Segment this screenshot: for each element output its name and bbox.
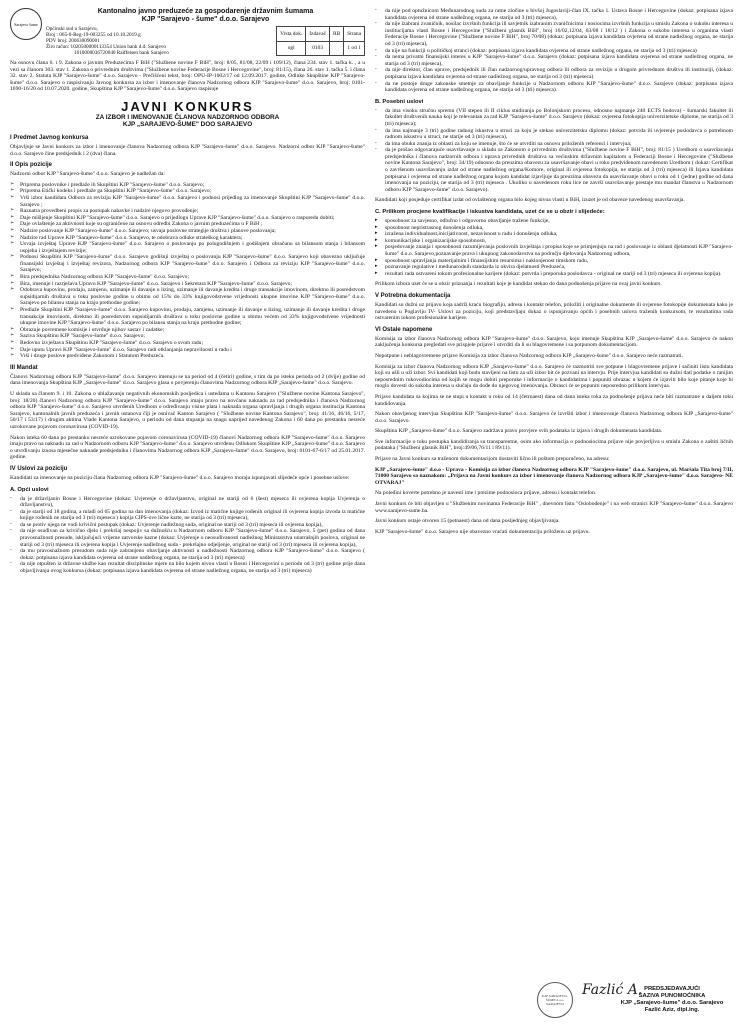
evaluation-item: ▸ posjedovanje znanja i sposobnosti razumijevanja poslovnih izvještaja i propisa koje se primjenjuju na rad i poslovanje iz oblasti djelatnosti KJP "Sarajevo-šume" d.o.o. Sarajevo,poznavanje prava i ukupnog zakonodavstva na području djelovanja Nadzornog odbora, bbox=[375, 244, 733, 257]
signature-subtitle: SAZIVA PUNOMOĆNIKA bbox=[638, 993, 706, 999]
signature-block bbox=[542, 982, 732, 1014]
note-paragraph: Komisija za izbor članova Nadzornog odbora KJP „Sarajevo-šume" d.o.o. Sarajevo će razmotriti sve potpune i blagovremene prijave i sačiniti listu kandidata koji su ušli u uži izbor. Svi kandidati koji budu stavljeni na listu za uži izbor bit će pozvani na intervju. Prije intervjua kandidati su dužni dati podatke o ranijim neposrednim rukovodiocima od kojih se mogu dobiti preporuke i informacije o kandidatima i popuniti obrazac u kojem će izjaviti bilo koje pitanje koje bi moglo dovesti do sukoba interesa u slučaju da dođe do njegovog imenovanja. Obrasci će se popuniti neposredno prilikom intervjua. bbox=[375, 363, 733, 390]
page-title: JAVNI KONKURS bbox=[121, 98, 254, 114]
duty-item: ➢ Vrši i druge poslove predviđene Zakonom i Statutom Preduzeća. bbox=[10, 353, 365, 360]
duty-item: ➢ Usvaja izvještaj Uprave KJP "Sarajevo-šume" d.o.o. Sarajevo o poslovanju po polugodišnjem i godišnjem obračunu sa bilansom stanja i bilansom uspjeha i izvještajem revizije; bbox=[10, 241, 365, 254]
evaluation-list bbox=[375, 218, 733, 277]
closing-paragraph: Na poleđini koverte potrebno je navesti ime i prezime podnosioca prijave, adresu i kontakt telefon. bbox=[375, 490, 597, 497]
signatory-name: Fazlić Aziz, dipl.ing. bbox=[644, 1007, 700, 1013]
stamp-text: KJP SARAJEVO-ŠUME d.o.o. SARAJEVO bbox=[542, 994, 568, 1006]
condition-item: - da ima visoku stručnu spremu (VII stepen ili II ciklus studiranja po Bolonjskom procesu, odnosno najmanje 240 ECTS bodova) - šumarski fakultet ili fakultet društvenih nauka koji je relevantan za rad KJP "Sarajevo-šume" d.o.o. Sarajevo (dokaz: ovjerena fotokopija univerzitetske diplome, ne starija od 3 (tri) mjeseca); bbox=[375, 108, 733, 128]
condition-item: - da ima najmanje 3 (tri) godine radnog iskustva u struci za koju je stekao univerzitetsku diplomu (dokaz: potvrda ili uvjerenje poslodavca o potrebnom radnom iskustvu u struci, ne starije od 3 (tri) mjeseca), bbox=[375, 128, 733, 141]
duty-item: ➢ Daje uputu Upravi KJP "Sarajevo-šume" d.o.o. Sarajevo radi otklanjanja nepravilnosti u radu i bbox=[10, 347, 365, 354]
condition-item: - da nije na funkciji u političkoj stranci (dokaz: potpisana izjava kandidata ovjerena od strane nadležnog organa, ne starija od 3 (tri) mjeseca) bbox=[375, 48, 733, 55]
subsection-note: Prilikom izbora uzet će se u obzir priznanja i rezultati koje je kandidat stekao do dana podnošenja prijave na ovaj javni konkurs. bbox=[375, 281, 662, 288]
subtitle-line1: ZA IZBOR I IMENOVANJE ČLANOVA NADZORNOG ODBORA bbox=[95, 113, 280, 121]
duty-item: ➢ Daje ovlaštenje za aktivnosti koje su ograničene na osnovu odredbi Zakona o javnim preduzećima u F BiH ; bbox=[10, 221, 365, 228]
duty-item: ➢ Redovno izvještava Skupštinu KJP "Sarajevo-šume" d.o.o. Sarajevo o svom radu; bbox=[10, 340, 365, 347]
evaluation-item: ▸ sposobnost upravljanja materijalnim i finansijskim resursima i naklonjenost timskom radu, bbox=[375, 258, 733, 265]
section-title: V Potrebna dokumentacija bbox=[375, 292, 451, 299]
meta-header: Izdavač bbox=[306, 27, 330, 42]
condition-item: - da je prošao odgovarajuće usavršavanje u skladu sa Zakonom o privrednim društvima ("Službene novine F BiH", broj: 81/15 ) Uredbom o usavršavanju predsjednika i članova nadzornih odbora i uprava privrednih društava sa većinskim državnim kapitalom u Federaciji Bosne i Hercegovine ("Službene novine Kantona Sarajevo", broj: 34/19) odnosno da preuzima obavezu za usavršavanje obavi u roku predviđenom navedenom Uredbom ( dokaz: Certifikat o završenom usavršavanju izdat od strane nadležnog organa/Komore, original ili ovjerena fotokopija, ne starija od 3 (tri) mjeseca) ili Izjava kandidata potpisana i ovjerena od strane nadležnog organa kojom kandidat izjavljuje da preuzima obavezu da usavršavanje obavi u roku od 1 (jedne) godine od dana imenovanja na poziciju, ne starija od 3 (tri) mjeseca . Ukoliko u navedenom roku lice ne završi usavršavanje prestaje mu mandat članstva u Nadzornom odboru KJP "Sarajevo-šume" d.o.o. Sarajevo). bbox=[375, 147, 733, 193]
evaluation-item: ▸ sposobnost nepristrasnog donošenja odluka, bbox=[375, 225, 733, 232]
section-title: VI Ostale napomene bbox=[375, 326, 433, 333]
signature-company: KJP „Sarajevo-šume" d.o.o. Sarajevo bbox=[620, 1000, 724, 1006]
closing-paragraph: Javni konkurs će biti objavljen u "Službenim novinama Federacije BiH" , dnevnom listu "Oslobođenje" i na web stranici KJP "Sarajevo-šume" d.o.o. Sarajevo www.sarajevo-sume.ba. bbox=[375, 501, 733, 514]
meta-header: Strana bbox=[344, 27, 365, 42]
special-conditions-list bbox=[375, 108, 733, 194]
section-text: Članovi Nadzornog odbora KJP "Sarajevo-šume" d.o.o. Sarajevo imenuju se na period od 4 (četiri) godine, s tim da po isteku perioda od 2 (dvije) godine od dana imenovanja Skupština KJP „Sarajevo-šume" d.o.o. Sarajevo glasa o povjerenju članovima Nadzornog odbora KJP „Sarajevo-šume" d.o.o. Sarajevo. bbox=[10, 373, 365, 387]
note-paragraph: Nepotpune i neblagovremene prijave Komisija za izbor članova Nadzornog odbora KJP „Sarajevo-šume" d.o.o. Sarajevo neće razmatrati. bbox=[375, 352, 683, 359]
meta-value: 1 od 1 bbox=[344, 41, 365, 56]
evaluation-item: ▸ sposobnost za savjesno, odlučno i odgovorno obavljanje traženе funkcije, bbox=[375, 218, 733, 225]
section-text: Nakon isteka 60 dana po prestanku nesreće uzrokovane pojavom coronavirusa (COVID-19) članovi Nadzornog odbora KJP "Sarajevo-šume" d.o.o. Sarajevo imaju pravo na naknadu za rad u Nadzornom odboru KJP "Sarajevo-šume" d.o.o. Sarajevo utvrđenu Odlukom Skupštine KJP „Sarajevo-šume" d.o.o. Sarajevo o utvrđivanju iznosa mjesečne naknade predsjedniku i članovima Nadzornog odbora KJP „Sarajevo-šume" d.o.o. Sarajevo, broj: 0101-67-6/17 od 25.01.2017. godine. bbox=[10, 434, 365, 461]
section-text: U skladu sa članom 9. i 10. Zakona o ublažavanju negativnih ekonomskih posljedica i usteđama u Kantonu Sarajevo ("Službene novine Kantona Sarajevo", broj: 18/20) članovi Nadzornog odbora KJP "Sarajevo-šume" d.o.o. Sarajevo imaju pravo na novčanu naknadu za rad predsjednika i članova Nadzornog odbora KJP "Sarajevo-šume" d.o.o. Sarajevo utvrđenih Uredbom o određivanju visine plata i naknada organa upravljanja i drugih organa institucija Kantona Sarajevo, kantonalnih javnih preduzeća i javnih ustanova čiji je osnivač Kanton Sarajevo ( "Službene novine Kantona Sarajevo", broj: 41/16, 46/16, 5/17, 50/17 i 53/17) i drugim aktima Vlade Kantona Sarajevo, u periodu od dana stupanja na snagu naprijed navedenog Zakona i 60 dana po prestanku nesreće uzrokovane pojavom coronavirusa (COVID-19). bbox=[10, 390, 365, 430]
duties-list bbox=[10, 182, 365, 360]
condition-item: - da nije pod optužnicom Međunarodnog suda za ratne zločine u bivšoj Jugoslaviji-član IX. tačka 1. Ustava Bosne i Hercegovine (dokaz: potpisana izjava kandidata ovjerena od strane nadležnog organa, ne starija od 3 (tri) mjeseca), bbox=[375, 8, 733, 21]
document-meta-table bbox=[276, 26, 365, 56]
note-paragraph: Prijave na Javni konkurs sa traženom dokumentacijom dostaviti lično ili poštom preporučeno, na adresu: bbox=[375, 456, 610, 463]
header-court: Općinski sud u Sarajevu, bbox=[46, 26, 98, 32]
section-title: II Opis pozicije bbox=[10, 162, 53, 169]
evaluation-item: ▸ komunikacijske i organizacijske sposobnosti, bbox=[375, 238, 733, 245]
header bbox=[10, 8, 365, 56]
condition-item: - da je stariji od 18 godina, a mlađi od 65 godina na dan imenovanja (dokaz: Izvod iz matične knjige rođenih original ili ovjerena kopija izvoda iz matične knjige rođenih ne starija od 3 (tri) mjeseca ) kopija CIPS-ove lične karte, ne starija od 3 (tri) mjeseca), bbox=[10, 509, 365, 522]
condition-item: - da nije osuđivan za krivično djelo i prekršaj nespojiv sa dužnošću u Nadzornom odboru KJP "Sarajevo-šume" d.o.o. Sarajevo, 5 (pet) godina od dana pravosnažnosti presude, isključujući vrijeme zatvorske kazne (dokaz: Uvjerenje o neosuđivanosti nadležnog Ministarstva unutrašnjih poslova, original ne stariji od 3 (tri) mjeseca ili ovjerena kopija i Uvjerenje nadležnog suda - prekršajno odjeljenje, original ne stariji od 3 (tri) mjeseca ili ovjerena kopija), bbox=[10, 528, 365, 548]
company-logo-icon bbox=[10, 8, 42, 40]
condition-item: - da je državljanin Bosne i Hercegovine (dokaz: Uvjerenje o državljanstvu, original ne stariji od 6 (šest) mjeseca ili ovjerena kopija Uvjerenja o državljanstvu), bbox=[10, 496, 365, 509]
header-bank2: 1610000036720040 Raiffeisen bank Sarajevo bbox=[74, 50, 169, 56]
duty-item: ➢ Daje mišljenje Skupštini KJP "Sarajevo-šume" d.o.o. Sarajevo o prijedlogu Uprave KJP "Sarajevo-šume" d.o.o. Sarajevo o rasporedu dobiti; bbox=[10, 215, 365, 222]
section-text: Kandidati su dužni uz prijavu koja sadrži kraću biografiju, adresu i kontakt telefon, priložiti i originalne dokumente ili ovjerene fotokopije dokumenata kako je navedeno u Poglavlju IV- Uslovi za poziciju, koji predstavljaju dokaz o ispunjavanju općih i posebnih uslova traženih konkursom, te rezultatima rada ostvarenim tokom profesionalne karijere. bbox=[375, 301, 733, 322]
duty-item: ➢ Podnosi Skupštini KJP "Sarajevo-šume" d.o.o. Sarajevo godišnji izvještaj o poslovanju KJP "Sarajevo-šume" d.o.o. Sarajevo koji obavezno uključuje finansijski izvještaj i izvještaj revizora, Nadzornog odbora KJP "Sarajevo-šume" d.o.o. Sarajevo i Odbora za reviziju KJP "Sarajevo-šume" d.o.o. Sarajevo; bbox=[10, 254, 365, 274]
section-title: III Mandat bbox=[10, 364, 38, 371]
duty-item: ➢ Priprema poslovnike i predlaže ih Skupštini KJP "Sarajevo-šume" d.o.o. Sarajevo; bbox=[10, 182, 365, 189]
meta-value: 0103 bbox=[306, 41, 330, 56]
section-text: Objavljuje se Javni konkurs za izbor i imenovanje članova Nadzornog odbora KJP "Sarajevo-šume" d.o.o. Sarajevo. Nadzorni odbor KJP "Sarajevo-šume" d.o.o. Sarajevo čine predsjednik i 2 (dva) člana. bbox=[10, 143, 365, 157]
section-title: IV Uslovi za poziciju bbox=[10, 465, 68, 472]
duty-item: ➢ Obrazuje povremene komisije i utvrđuje njihov sastav i zadatke; bbox=[10, 327, 365, 334]
header-company: KJP "Sarajevo - šume" d.o.o. Sarajevo bbox=[141, 16, 270, 23]
subsection-title: A. Opći uslovi bbox=[10, 486, 49, 493]
evaluation-item: ▸ poznavanje regulative i međunarodnih standarda iz okvira djelatnosti Preduzeća, bbox=[375, 264, 733, 271]
condition-item: - da mu pravosnažnom presudom suda nije zabranjeno obavljanje aktivnosti u nadležnosti Nadzornog odbora KJP "Sarajevo-šume" d.o.o. Sarajevo ( dokaz: potpisana izjava kandidata ovjerena od strane nadležnog organa, ne starija od 3 (tri) mjeseca) bbox=[10, 548, 365, 561]
right-column bbox=[375, 8, 733, 539]
note-paragraph: Nakon obavljenog intervjua Skupština KJP "Sarajevo-šume" d.o.o. Sarajevo će izvršiti izbor i imenovanje članova Nadzornog odbora KJP „Sarajevo-šume" d.o.o. Sarajevo. bbox=[375, 411, 733, 424]
note-paragraph: Komisija za izbor članova Nadzornog odbora KJP "Sarajevo-šume" d.o.o. Sarajevo, koju imenuje Skupština KJP „Sarajevo-šume" d.o.o. Sarajevo će nakon zaključenja konkursa pregledati sve prispjele prijave i utvrditi da li su blagovremene i sa potpunom dokumentacijom. bbox=[375, 335, 733, 349]
duty-item: ➢ Nadzire poslovanje KJP "Sarajevo-šume" d.o.o. Sarajevo; usvaja poslovne strategije društva i planove poslovanja; bbox=[10, 228, 365, 235]
condition-item: - da ima obuku znanja iz oblasti za koju se imenuje, što će se utvrditi na osnovu priloženih referenci i intervjua; bbox=[375, 141, 733, 148]
meta-value: ogl bbox=[277, 41, 306, 56]
meta-value bbox=[330, 41, 344, 56]
submission-address: KJP „Sarajevo-šume" d.o.o - Uprava - Komisija za izbor članova Nadzornog odbora KJP "Sarajevo-šume" d.o.o. Sarajevo, ul. Maršala Tita broj 7/II, 71000 Sarajevo sa naznakom: „Prijava na Javni konkurs za izbor i imenovanje članova Nadzornog odbora KJP „Sarajevo-šume" d.o.o. Sarajevo- NE OTVARAJ" bbox=[375, 466, 733, 486]
section-lead: Kandidati za imenovanje na poziciju člana Nadzornog odbora KJP "Sarajevo-šume" d.o.o. Sarajevo moraju ispunjavati slijedeće opće i posebne uslove: bbox=[10, 474, 350, 481]
condition-item: - da se protiv njega ne vodi krivični postupak (dokaz: Uvjerenje nadležnog suda, original ne stariji od 3 (tri) mjeseca ili ovjerena kopija), bbox=[10, 522, 365, 529]
header-org: Kantonalno javno preduzeće za gospodarenje državnim šumama bbox=[97, 8, 314, 15]
header-bank1: Žiro račun: 1020500000113354 Union bank d.d. Sarajevo bbox=[46, 44, 166, 50]
evaluation-item: ▸ izražena individualnost,inicijativnost, nezavisnost u radu i donošenju odluka, bbox=[375, 231, 733, 238]
left-column bbox=[10, 8, 365, 579]
section-title: I Predmet Javnog konkursa bbox=[10, 134, 89, 141]
signature-title: PREDSJEDAVAJUĆI bbox=[644, 986, 700, 992]
subtitle-line2: KJP „SARAJEVO-ŠUME" DOO SARAJEVO bbox=[122, 121, 253, 129]
closing-paragraph: KJP "Sarajevo-šume" d.o.o. Sarajevo nije obavezno vraćati dokumentaciju priloženu uz prijavu. bbox=[375, 528, 590, 535]
logo-text: Sarajevo šume bbox=[14, 21, 38, 27]
condition-item: - da nije izabrani zvaničnik, nosilac izvršnih funkcija ili savjetnik izabranim zvaničnicima i nosiocima izvršnih funkcija u smislu Zakona o sukobu interesa u institucijama vlasti Bosne i Hercegovine ("Službeni glasnik BiH", broj 16/02,12/04, 63/08 i 18/12 ) i Zakona o sukobu interesa u organima vlasti Federacije Bosne i Hercegovine ("Službene novine F BiH", broj 70/08) (dokaz: potpisana izjava kandidata ovjerena od strane nadležnog organa, ne starija od 3 (tri) mjeseca), bbox=[375, 21, 733, 47]
official-stamp bbox=[537, 982, 573, 1018]
subsection-title: B. Posebni uslovi bbox=[375, 98, 424, 105]
general-conditions-list bbox=[10, 496, 365, 575]
note-paragraph: Skupština KJP „Sarajevo-šume" d.o.o. Sarajevo zadržava pravo provjere svih podataka iz izjava i drugih dokumenata kandidata. bbox=[375, 428, 663, 435]
condition-item: - da ne postoje druge zakonske smetnje za obavljanje funkcije u Nadzornom odboru KJP "Sarajevo-šume" d.o.o. Sarajevo (dokaz: potpisana izjava kandidata ovjerena od strane nadležnog organa, ne starija od 3 (tri) mjeseca). bbox=[375, 81, 733, 94]
condition-item: - da nema privatni finansijski interes u KJP "Sarajevo-šume" d.o.o. Sarajevo (dokaz: potpisana izjava kandidata ovjerena od strane nadležnog organa, ne starija od 3 (tri) mjeseca), bbox=[375, 54, 733, 67]
duty-item: ➢ Nadzire rad Uprave KJP "Sarajevo-šume" d.o.o. Sarajevo, te odobrava odluke strateškog karaktera; bbox=[10, 235, 365, 242]
header-reg: Broj : 065-0-Reg-19-003255 od 10.10.2019.g bbox=[46, 32, 141, 38]
note-paragraph: Prijave kandidata sa kojima se ne stupi u kontakt u roku od 14 (četrnaest) dana od dana isteka roka za podnošenje prijava neće biti razmatrane u daljem toku kandidovanja. bbox=[375, 393, 733, 407]
notes-paragraphs bbox=[375, 336, 733, 463]
duty-item: ➢ Saziva Skupštinu KJP "Sarajevo-šume" d.o.o. Sarajevo; bbox=[10, 333, 365, 340]
header-pdv: PDV broj: 200630090001 bbox=[46, 38, 100, 44]
general-conditions-list-continued bbox=[375, 8, 733, 94]
duty-item: ➢ Raznatra provedbeni propis za postupak nabavke i nadzire njegovo provođenje; bbox=[10, 208, 365, 215]
duty-item: ➢ Odobrava kupovinu, prodaju, zamjenu, uzimanje ili davanje u lizing, uzimanje ili davanje kredita i druge transakcije imovinom, direktno ili posredstvom supsidijarnih društava u toku poslovne godine u obimu od 15% do 33% knjigovodstvene vrijednosti ukupne imovine KJP "Sarajevo-šume" d.o.o. Sarajevo po bilansu stanja na kraju prethodne godine; bbox=[10, 287, 365, 307]
closing-lines bbox=[375, 490, 733, 535]
duty-item: ➢ Bira, imenuje i razrješava Upravu KJP "Sarajevo-šume" d.o.o. Sarajevo i Sekretara KJP "Sarajevo-šume" d.o.o. Sarajevo; bbox=[10, 281, 365, 288]
duty-item: ➢ Vrši izbor kandidata Odbora za reviziju KJP "Sarajevo-šume" d.o.o. Sarajevo i podnosi prijedlog za imenovanje Skupštini KJP "Sarajevo-šume" d.o.o. Sarajevo ; bbox=[10, 195, 365, 208]
handwritten-signature: Fazlić A. bbox=[582, 982, 643, 998]
meta-header: RB bbox=[330, 27, 344, 42]
evaluation-item: ▸ rezultati rada ostvareni tokom profesionalne karijere (dokaz: potvrda i preporuka poslodavca - original ne stariji od 3 (tri) mjeseca ili ovjerena kopija). bbox=[375, 271, 733, 278]
subsection-note: Kandidati koji posjeduje certifikat izdat od ovlaštenog organa bilo kojeg nivoa vlasti u BiH, izuzet je od obaveze navedenog usavršavanja. bbox=[375, 197, 685, 204]
section-lead: Nadzorni odbor KJP "Sarajevo-šume" d.o.o. Sarajevo je nadležan da: bbox=[10, 171, 165, 178]
condition-item: - da nije direktor, član uprave, predsjednik ili član nadzornog/upravnog odbora ili odbora za reviziju u drugom privrednom društvu ili instituciji, (dokaz: potpisana izjava kandidata ovjerena od strane nadležnog organa, ne starija od 3 (tri) mjeseca) bbox=[375, 67, 733, 80]
condition-item: - da nije otpušten iz državne službe kao rezultat disciplinske mjere na bilo kojem nivou vlasti u Bosni i Hercegovini u periodu od 3 (tri) godine prije dana objavljivanja ovog konkursa (dokaz: potpisana izjava kandidata ovjerena od strane nadležnog organa, ne starija od 3 (tri) mjeseca) bbox=[10, 561, 365, 574]
note-paragraph: Sve informacije o toku postupka kandidiranja su transparentne, osim ako informacija o podnosiocima prijave nije povjerljiva u smislu Zakona o zaštiti ličnih podataka ("Službeni glasnik BiH", broj:49/06,76/11 i 89/11). bbox=[375, 438, 733, 452]
page-subtitle bbox=[10, 114, 365, 129]
duty-item: ➢ Bira predsjednika Nadzornog odbora KJP "Sarajevo-šume" d.o.o. Sarajevo; bbox=[10, 274, 365, 281]
duty-item: ➢ Predlaže Skupštini KJP "Sarajevo-šume" d.o.o. Sarajevo kupovinu, prodaju, zamjenu, uzimanje ili davanje u lizing, uzimanje ili davanje kredita i druge transakcije imovinom, direktno ili posredstvom supsidijarnih društava u toku poslovne godine u obimu većem od 33% knjigovodstvene vrijednosti ukupne imovine KJP "Sarajevo-šume" d.o.o. Sarajevo po bilansu stanja na kraju prethodne godine; bbox=[10, 307, 365, 327]
meta-header: Vrsta dok. bbox=[277, 27, 306, 42]
closing-paragraph: Javni konkurs ostaje otvoren 15 (petnaest) dana od dana posljednjeg objavljivanja. bbox=[375, 518, 560, 525]
intro-paragraph: Na osnovu člana 6. i 9. Zakona o javnim Preduzećima F BiH ("Službene novine F BiH", broj: 8/05, 81/08, 22/09 i 109/12), člana 234. stav 1. tačka k. , a u vezi sa članom 303. stav 1. Zakona o privrednim društvima ("Službene novine Federacije Bosne i Hercegovine", broj: 81/15), člana 26. stav 1. tačka 5. i člana 32. stav 2. Statuta KJP "Sarajevo-šume" d.o.o. Sarajevo - Prečišćeni tekst, broj: OPU-IP-1002/17 od 12.09.2017. godine, Odluke Skupštine KJP "Sarajevo-šume" d.o.o. Sarajevo o raspisivanju Javnog konkursa za izbor i imenovanje članova Nadzornog odbora KJP "Sarajevo-šume" d.o.o. Sarajevo, broj: 0101-1690-16/20 od 10.07.2020. godine, Skupština KJP "Sarajevo-šume" d.o.o. Sarajevo raspisuje bbox=[10, 60, 365, 93]
subsection-title: C. Prilikom procjene kvalifikacije i iskustva kandidata, uzet će se u obzir i slijedeće: bbox=[375, 209, 605, 216]
duty-item: ➢ Priprema Etički kodeks i predlaže ga Skupštini KJP "Sarajevo-šume" d.o.o. Sarajevo; bbox=[10, 188, 365, 195]
